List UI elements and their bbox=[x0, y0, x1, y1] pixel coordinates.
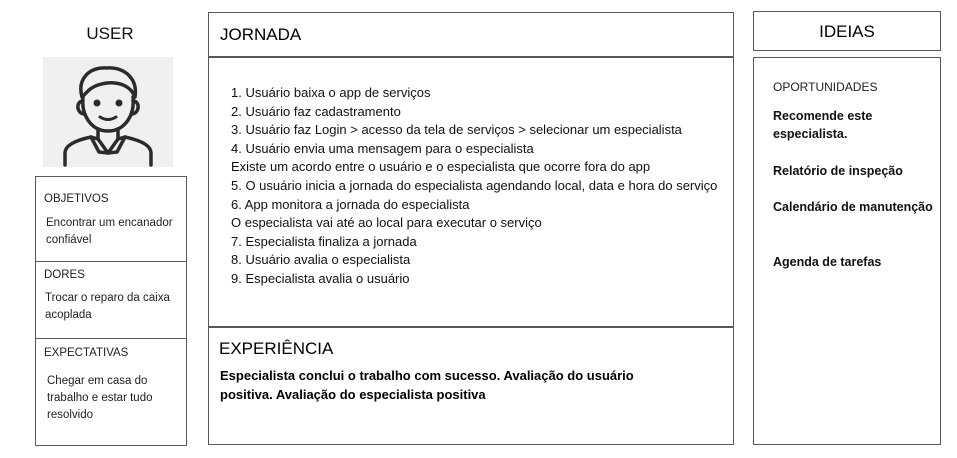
jornada-step: 6. App monitora a jornada do especialista bbox=[231, 196, 470, 212]
jornada-step: 8. Usuário avalia o especialista bbox=[231, 252, 411, 268]
expectativas-box bbox=[35, 338, 187, 446]
oportunidades-label: OPORTUNIDADES bbox=[773, 80, 878, 94]
ideias-body bbox=[753, 57, 941, 445]
ideias-header bbox=[753, 11, 941, 51]
ideias-title: IDEIAS bbox=[819, 22, 875, 41]
objetivos-text: Encontrar um encanador confiável bbox=[46, 217, 173, 246]
objetivos-box bbox=[35, 176, 187, 262]
user-title: USER bbox=[86, 24, 134, 43]
jornada-step: 2. Usuário faz cadastramento bbox=[231, 103, 401, 119]
jornada-step: Existe um acordo entre o usuário e o especialista que ocorre fora do app bbox=[231, 159, 651, 175]
user-avatar-icon bbox=[43, 57, 173, 167]
jornada-step: 4. Usuário envia uma mensagem para o especialista bbox=[231, 140, 534, 156]
jornada-steps-list bbox=[231, 84, 726, 289]
experiencia-text: Especialista conclui o trabalho com sucesso. Avaliação do usuário positiva. Avaliação do especialista positiva bbox=[220, 368, 634, 402]
jornada-step: 7. Especialista finaliza a jornada bbox=[231, 233, 417, 249]
expectativas-label: EXPECTATIVAS bbox=[44, 347, 129, 359]
oportunidade-item: Agenda de tarefas bbox=[773, 255, 882, 269]
oportunidade-item: Recomende este especialista. bbox=[773, 109, 873, 141]
objetivos-label: OBJETIVOS bbox=[44, 193, 109, 205]
experiencia-title: EXPERIÊNCIA bbox=[219, 339, 334, 358]
oportunidade-item: Relatório de inspeção bbox=[773, 164, 903, 178]
experiencia-box bbox=[208, 327, 734, 445]
jornada-body bbox=[208, 57, 734, 327]
oportunidade-item: Calendário de manutenção bbox=[773, 200, 933, 214]
dores-text: Trocar o reparo da caixa acoplada bbox=[45, 292, 170, 321]
jornada-header bbox=[208, 12, 734, 57]
expectativas-text: Chegar em casa do trabalho e estar tudo resolvido bbox=[47, 375, 153, 421]
jornada-title: JORNADA bbox=[220, 25, 302, 44]
jornada-step: O especialista vai até ao local para executar o serviço bbox=[231, 215, 542, 231]
jornada-step: 3. Usuário faz Login > acesso da tela de serviços > selecionar um especialista bbox=[231, 122, 682, 138]
dores-box bbox=[35, 261, 187, 339]
jornada-step: 1. Usuário baixa o app de serviços bbox=[231, 85, 431, 100]
jornada-step: 5. O usuário inicia a jornada do especialista agendando local, data e hora do serviço bbox=[231, 177, 718, 193]
jornada-step: 9. Especialista avalia o usuário bbox=[231, 270, 410, 286]
dores-label: DORES bbox=[44, 269, 85, 281]
user-avatar bbox=[43, 57, 173, 167]
